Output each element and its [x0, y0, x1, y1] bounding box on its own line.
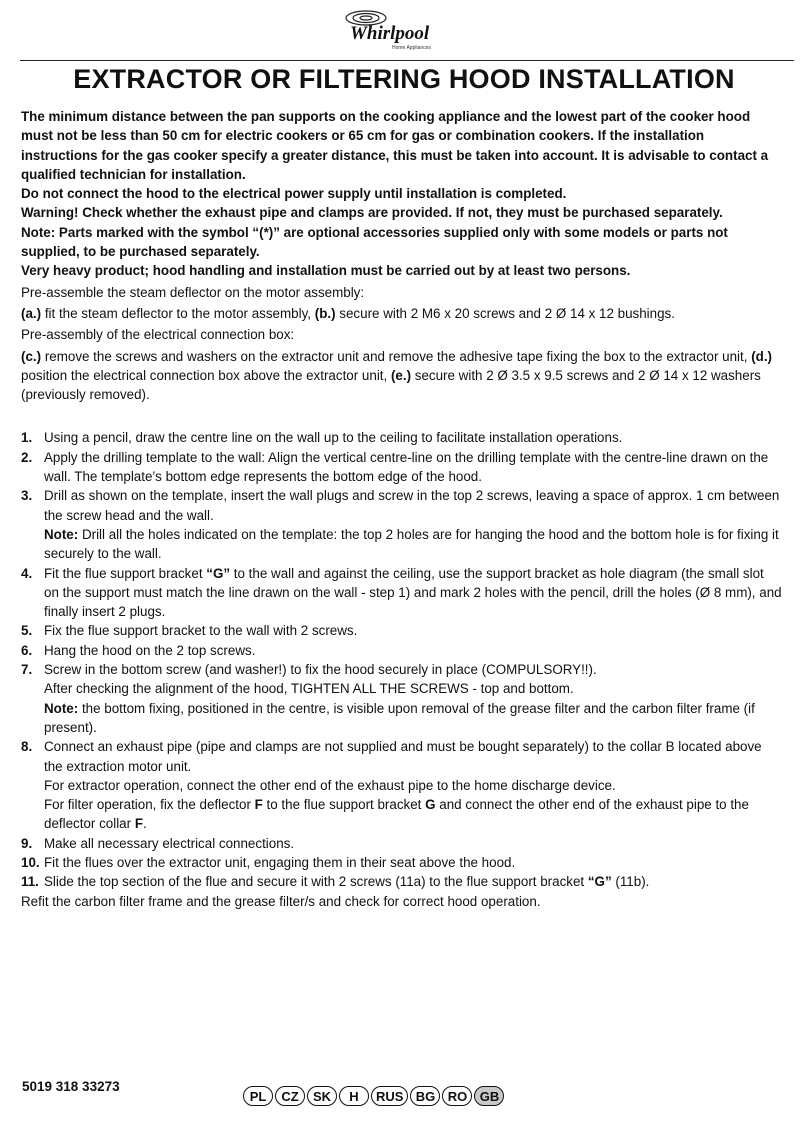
step-4-post: to the wall and against the ceiling, use the support bracket as hole diagram (the small slot on the support must match the line drawn on the wall - step 1) and mark 2 holes with the pencil, drill the holes (Ø 8 mm), and finally insert 2 plugs. — [44, 565, 782, 620]
language-badge-pl: PL — [243, 1086, 273, 1106]
step-2 — [21, 448, 782, 487]
step-number: 4. — [21, 565, 33, 581]
step-label-d: (d.) — [751, 348, 773, 364]
step-number: 2. — [21, 449, 33, 465]
intro-optional-note: Note: Parts marked with the symbol “(*)” are optional accessories supplied only with some models or parts not supplied, to be purchased separately. — [21, 224, 728, 260]
note-text: the bottom fixing, positioned in the centre, is visible upon removal of the grease filter and the carbon filter frame (if present). — [44, 700, 755, 735]
step-text: Fix the flue support bracket to the wall with 2 screws. — [44, 623, 358, 639]
part-f-label: F — [254, 797, 263, 813]
language-badge-bg: BG — [410, 1086, 440, 1106]
instructions-body — [21, 107, 782, 911]
language-badge-rus: RUS — [371, 1086, 408, 1106]
step-text: Fit the flues over the extractor unit, engaging them in their seat above the hood. — [44, 854, 516, 870]
step-text: Hang the hood on the 2 top screws. — [44, 642, 256, 658]
language-badge-h: H — [339, 1086, 369, 1106]
step-number: 1. — [21, 430, 33, 446]
step-8-filter-d: . — [143, 816, 147, 832]
closing-instruction: Refit the carbon filter frame and the grease filter/s and check for correct hood operation. — [21, 893, 541, 909]
step-11-pre: Slide the top section of the flue and secure it with 2 screws (11a) to the flue support bracket — [44, 874, 588, 890]
note-label: Note: — [44, 526, 79, 542]
brand-name: Whirlpool — [350, 23, 430, 44]
step-6 — [21, 641, 782, 660]
step-11-post: (11b). — [611, 874, 650, 890]
intro-heavy-warning: Very heavy product; hood handling and installation must be carried out by at least two persons. — [21, 263, 631, 279]
intro-min-distance: The minimum distance between the pan supports on the cooking appliance and the lowest part of the cooker hood must not be less than 50 cm for electric cookers or 65 cm for gas or combination cookers. If the installation instructions for the gas cooker specify a greater distance, this must be taken into account. It is advisable to contact a qualified technician for installation. — [21, 109, 769, 182]
language-badge-sk: SK — [307, 1086, 337, 1106]
step-text-c: remove the screws and washers on the extractor unit and remove the adhesive tape fixing the box to the extractor unit, — [41, 348, 752, 364]
language-badge-cz: CZ — [275, 1086, 305, 1106]
part-f-label: F — [134, 816, 143, 832]
step-3-note — [44, 525, 782, 564]
step-text-a: fit the steam deflector to the motor assembly, — [41, 305, 315, 321]
step-8-filter-a: For filter operation, fix the deflector — [44, 797, 255, 813]
whirlpool-swirl-icon — [344, 8, 448, 52]
step-8-main: Connect an exhaust pipe (pipe and clamps are not supplied and must be bought separately) to the collar B located above the extraction motor unit. — [44, 739, 762, 774]
step-4-pre: Fit the flue support bracket — [44, 565, 207, 581]
language-badge-gb: GB — [474, 1086, 504, 1106]
part-g-label: “G” — [206, 565, 231, 581]
step-3 — [21, 486, 782, 563]
step-label-b: (b.) — [314, 305, 336, 321]
step-5 — [21, 621, 782, 640]
step-7-main: Screw in the bottom screw (and washer!) to fix the hood securely in place (COMPULSORY!!). — [44, 662, 597, 678]
step-text: Apply the drilling template to the wall: Align the vertical centre-line on the drilling template with the centre-line drawn on the wall. The template’s bottom edge represents the bottom edge of the hood. — [44, 449, 769, 485]
step-label-e: (e.) — [390, 367, 412, 383]
step-number: 9. — [21, 835, 33, 851]
step-text-e: secure with 2 Ø 3.5 x 9.5 screws and 2 Ø 14 x 12 washers (previously removed). — [21, 367, 761, 403]
step-1 — [21, 428, 782, 447]
pre-assembly-deflector-heading: Pre-assemble the steam deflector on the motor assembly: — [21, 284, 365, 300]
step-text — [44, 737, 782, 833]
page-title: EXTRACTOR OR FILTERING HOOD INSTALLATION — [73, 64, 735, 94]
pre-assembly-deflector-steps — [21, 304, 782, 323]
part-g-label: “G” — [587, 874, 612, 890]
intro-power-warning: Do not connect the hood to the electrical power supply until installation is completed. — [21, 186, 567, 202]
step-number: 11. — [21, 874, 39, 890]
step-text — [44, 564, 782, 622]
step-label-c: (c.) — [21, 348, 42, 364]
step-8-filter-b: to the flue support bracket — [262, 797, 426, 813]
step-4 — [21, 564, 782, 622]
pre-assembly-box-heading: Pre-assembly of the electrical connection box: — [21, 327, 295, 343]
header-rule — [20, 60, 794, 61]
step-10 — [21, 853, 782, 872]
step-number: 6. — [21, 642, 33, 658]
note-label: Note: — [44, 700, 79, 716]
step-text — [44, 660, 782, 737]
step-number: 3. — [21, 488, 33, 504]
pre-assembly-box-steps — [21, 347, 782, 405]
language-badges — [243, 1086, 504, 1106]
step-8-extractor: For extractor operation, connect the other end of the exhaust pipe to the home discharge device. — [44, 777, 616, 793]
document-code: 5019 318 33273 — [22, 1079, 120, 1094]
step-3-main: Drill as shown on the template, insert the wall plugs and screw in the top 2 screws, leaving a space of approx. 1 cm between the screw head and the wall. — [44, 488, 780, 523]
step-text — [44, 872, 782, 891]
step-text-d: position the electrical connection box above the extractor unit, — [21, 367, 391, 383]
step-number: 7. — [21, 662, 33, 678]
step-text-b: secure with 2 M6 x 20 screws and 2 Ø 14 x 12 bushings. — [335, 305, 675, 321]
step-number: 5. — [21, 623, 33, 639]
step-text: Using a pencil, draw the centre line on the wall up to the ceiling to facilitate installation operations. — [44, 430, 623, 446]
step-label-a: (a.) — [21, 305, 42, 321]
installation-steps — [21, 428, 782, 891]
whirlpool-logo — [344, 8, 448, 52]
step-7 — [21, 660, 782, 737]
step-text: Make all necessary electrical connections. — [44, 835, 295, 851]
intro-pipe-warning: Warning! Check whether the exhaust pipe and clamps are provided. If not, they must be purchased separately. — [21, 205, 723, 221]
step-8-filter-c: and connect the other end of the exhaust pipe to the deflector collar — [44, 797, 749, 832]
note-text: Drill all the holes indicated on the template: the top 2 holes are for hanging the hood and the bottom hole is for fixing it securely to the wall. — [44, 526, 779, 562]
step-8 — [21, 737, 782, 833]
step-number: 8. — [21, 739, 33, 755]
step-8-filter — [44, 795, 782, 834]
step-7-tighten: After checking the alignment of the hood, TIGHTEN ALL THE SCREWS - top and bottom. — [44, 681, 574, 697]
step-text — [44, 486, 782, 563]
language-badge-ro: RO — [442, 1086, 472, 1106]
part-g-label: G — [425, 797, 436, 813]
step-9 — [21, 834, 782, 853]
brand-tagline: Home Appliances — [392, 45, 431, 51]
step-number: 10. — [21, 854, 40, 870]
step-11 — [21, 872, 782, 891]
step-7-note — [44, 699, 782, 738]
